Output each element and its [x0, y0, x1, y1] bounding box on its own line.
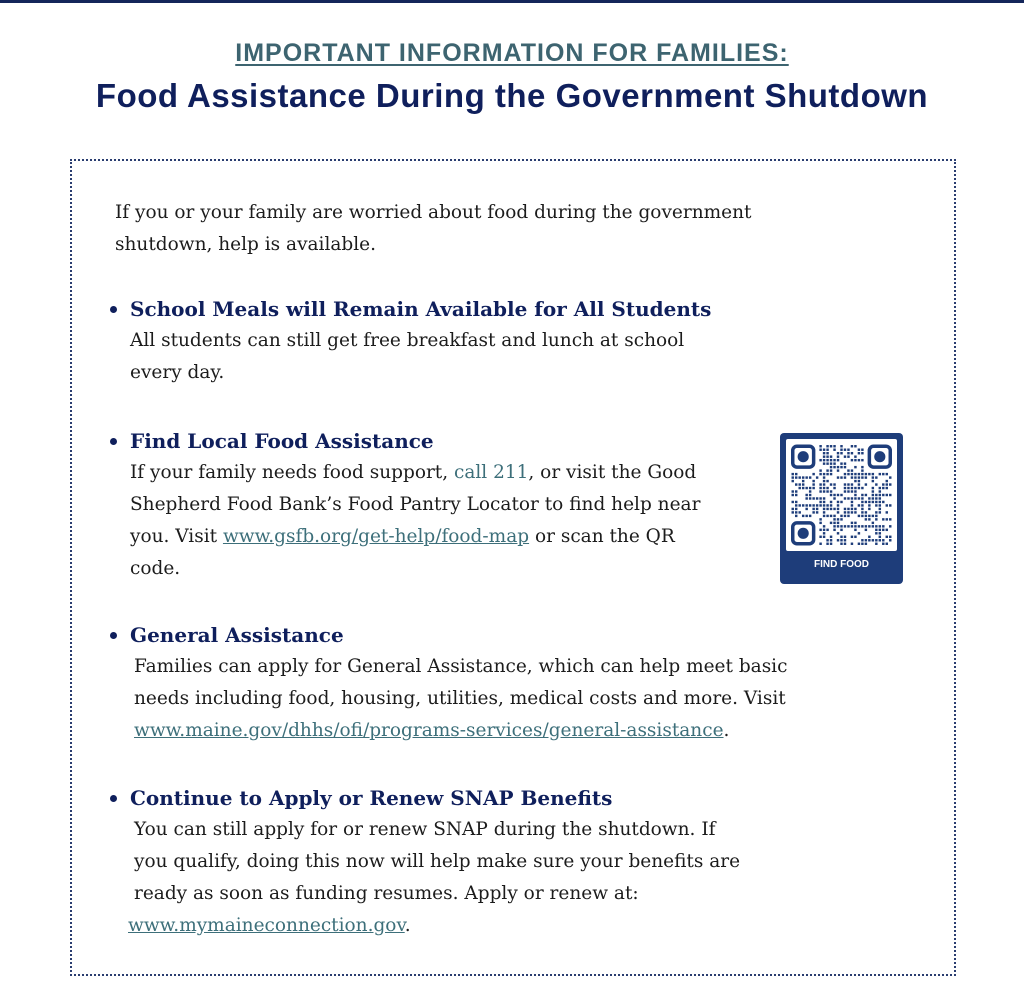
- section-general-assistance: [130, 619, 830, 747]
- kicker-heading: IMPORTANT INFORMATION FOR FAMILIES:: [235, 39, 789, 67]
- section-school-meals: [130, 293, 730, 389]
- call-211-link[interactable]: call 211: [454, 462, 529, 483]
- section-body: All students can still get free breakfast and lunch at school every day.: [130, 330, 685, 383]
- section-heading: Continue to Apply or Renew SNAP Benefits: [130, 782, 750, 814]
- qr-code-icon: [791, 444, 892, 546]
- section-body: You can still apply for or renew SNAP during the shutdown. If you qualify, doing this now will help make sure your benefits are ready as soon as funding resumes. Apply or renew at:: [134, 819, 741, 904]
- info-box: [70, 159, 956, 976]
- section-body: Families can apply for General Assistance, which can help meet basic needs including food, housing, utilities, medical costs and more. Visit www.maine.gov/dhhs/ofi/programs-services/general-assistance.: [134, 656, 788, 741]
- section-heading: General Assistance: [130, 619, 830, 651]
- section-food-assistance: [130, 425, 730, 585]
- section-body: If your family needs food support, call 211, or visit the Good Shepherd Food Bank’s Food Pantry Locator to find help near you. Visit www.gsfb.org/get-help/food-map or scan the QR code.: [130, 462, 701, 579]
- intro-text: If you or your family are worried about food during the government shutdown, help is available.: [115, 202, 752, 255]
- qr-code-card[interactable]: [780, 433, 903, 584]
- mymaineconnection-link[interactable]: www.mymaineconnection.gov: [128, 915, 405, 936]
- section-heading: Find Local Food Assistance: [130, 425, 730, 457]
- page-title: Food Assistance During the Government Shutdown: [95, 77, 929, 114]
- snap-link-line: www.mymaineconnection.gov.: [128, 915, 411, 936]
- section-heading: School Meals will Remain Available for All Students: [130, 293, 730, 325]
- qr-label: FIND FOOD: [814, 559, 869, 570]
- general-assistance-link[interactable]: www.maine.gov/dhhs/ofi/programs-services/general-assistance: [134, 720, 724, 741]
- section-snap: [130, 782, 750, 942]
- gsfb-link[interactable]: www.gsfb.org/get-help/food-map: [222, 526, 530, 547]
